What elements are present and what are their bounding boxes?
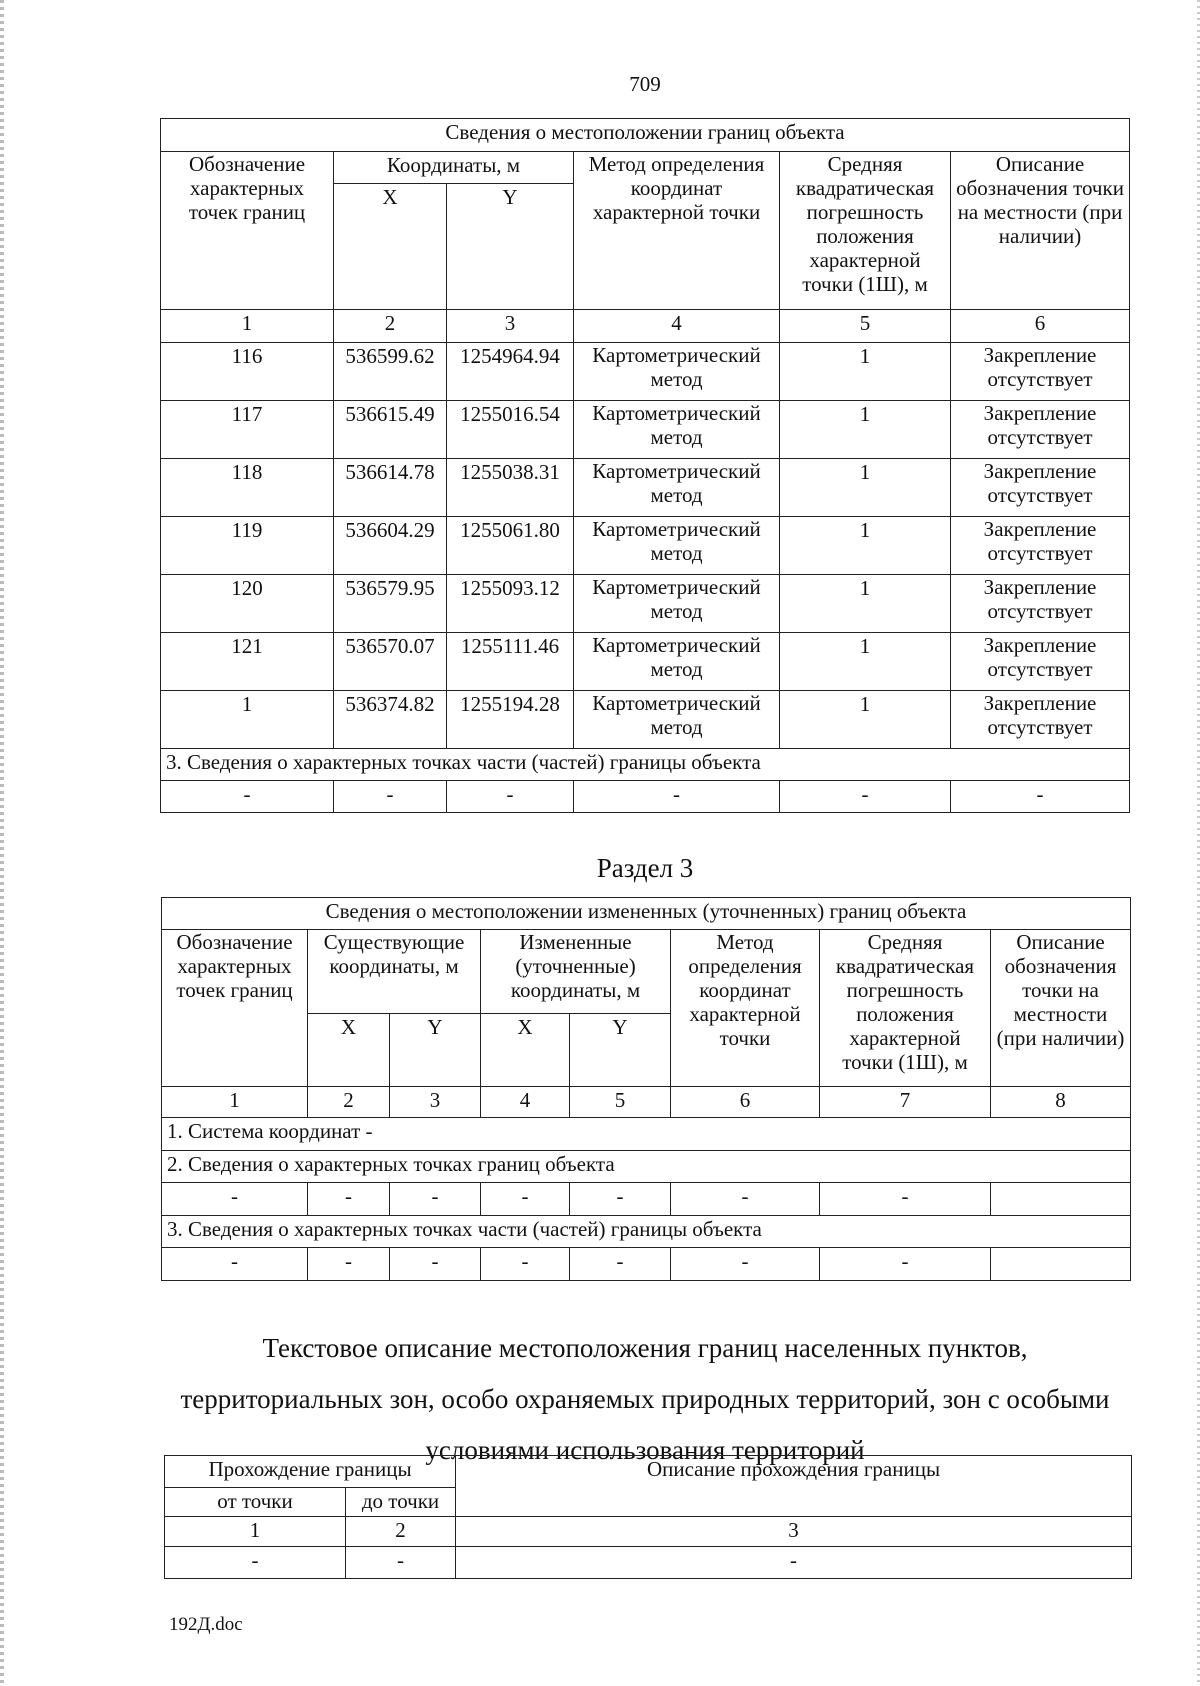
point-description: Закрепление отсутствует (951, 459, 1130, 517)
header-method: Метод определения координат характерной точки (671, 930, 820, 1087)
empty-cell: - (390, 1183, 481, 1216)
coord-x: 536579.95 (334, 575, 447, 633)
header-x: X (308, 1014, 390, 1087)
column-number: 3 (390, 1087, 481, 1118)
coord-x: 536604.29 (334, 517, 447, 575)
coord-y: 1254964.94 (447, 343, 574, 401)
part-section-label: 3. Сведения о характерных точках части (частей) границы объекта (161, 749, 1130, 781)
column-number: 7 (820, 1087, 991, 1118)
empty-cell: - (308, 1248, 390, 1281)
empty-cell: - (820, 1183, 991, 1216)
empty-cell: - (570, 1183, 671, 1216)
column-number: 1 (162, 1087, 308, 1118)
empty-cell: - (574, 781, 780, 813)
point-id: 121 (161, 633, 334, 691)
column-number: 5 (570, 1087, 671, 1118)
column-number: 3 (447, 310, 574, 343)
empty-cell: - (481, 1183, 570, 1216)
coord-y: 1255038.31 (447, 459, 574, 517)
table-row (161, 781, 1130, 813)
coord-y: 1255061.80 (447, 517, 574, 575)
header-point: Обозначение характерных точек границ (162, 930, 308, 1087)
empty-cell: - (780, 781, 951, 813)
header-point: Обозначение характерных точек границ (161, 152, 334, 310)
header-passage: Прохождение границы (165, 1456, 456, 1488)
error-value: 1 (780, 575, 951, 633)
empty-cell: - (456, 1547, 1132, 1579)
table-row (161, 343, 1130, 401)
method: Картометрический метод (574, 459, 780, 517)
table-row (161, 459, 1130, 517)
column-number: 1 (161, 310, 334, 343)
empty-cell: - (161, 781, 334, 813)
error-value: 1 (780, 633, 951, 691)
column-number: 2 (308, 1087, 390, 1118)
column-number: 6 (671, 1087, 820, 1118)
page-number: 709 (629, 72, 661, 96)
empty-cell: - (162, 1248, 308, 1281)
coord-x: 536599.62 (334, 343, 447, 401)
header-x: X (334, 184, 447, 310)
coord-x: 536570.07 (334, 633, 447, 691)
header-y: Y (390, 1014, 481, 1087)
table-row (161, 691, 1130, 749)
point-description: Закрепление отсутствует (951, 633, 1130, 691)
coord-x: 536614.78 (334, 459, 447, 517)
empty-cell: - (570, 1248, 671, 1281)
points-section-label: 2. Сведения о характерных точках границ объекта (162, 1151, 1131, 1183)
error-value: 1 (780, 459, 951, 517)
method: Картометрический метод (574, 401, 780, 459)
method: Картометрический метод (574, 633, 780, 691)
column-number: 3 (456, 1517, 1132, 1547)
point-description: Закрепление отсутствует (951, 575, 1130, 633)
table-row (162, 1248, 1131, 1281)
header-to-point: до точки (346, 1488, 456, 1517)
method: Картометрический метод (574, 517, 780, 575)
coord-y: 1255111.46 (447, 633, 574, 691)
section-heading: Раздел 3 (596, 853, 694, 883)
header-method: Метод определения координат характерной точки (574, 152, 780, 310)
header-error: Средняя квадратическая погрешность положения характерной точки (1Ш), м (780, 152, 951, 310)
table-row (161, 575, 1130, 633)
scan-edge-left (0, 0, 4, 1686)
coord-y: 1255093.12 (447, 575, 574, 633)
header-description: Описание обозначения точки на местности (при наличии) (951, 152, 1130, 310)
point-description: Закрепление отсутствует (951, 343, 1130, 401)
table-row (161, 517, 1130, 575)
header-existing-coordinates: Существующие координаты, м (308, 930, 481, 1014)
empty-cell (991, 1183, 1131, 1216)
part-section-label: 3. Сведения о характерных точках части (частей) границы объекта (162, 1216, 1131, 1248)
empty-cell: - (334, 781, 447, 813)
point-id: 119 (161, 517, 334, 575)
error-value: 1 (780, 343, 951, 401)
point-id: 116 (161, 343, 334, 401)
boundary-location-table (160, 118, 1130, 813)
column-number: 4 (481, 1087, 570, 1118)
empty-cell: - (165, 1547, 346, 1579)
table-title: Сведения о местоположении границ объекта (161, 119, 1130, 152)
header-y: Y (570, 1014, 671, 1087)
header-description: Описание обозначения точки на местности (при наличии) (991, 930, 1131, 1087)
method: Картометрический метод (574, 575, 780, 633)
empty-cell: - (346, 1547, 456, 1579)
column-number: 5 (780, 310, 951, 343)
empty-cell: - (951, 781, 1130, 813)
empty-cell: - (481, 1248, 570, 1281)
empty-cell: - (820, 1248, 991, 1281)
empty-cell: - (671, 1248, 820, 1281)
empty-cell: - (447, 781, 574, 813)
empty-cell: - (308, 1183, 390, 1216)
column-number: 4 (574, 310, 780, 343)
coord-x: 536374.82 (334, 691, 447, 749)
coord-x: 536615.49 (334, 401, 447, 459)
header-x: X (481, 1014, 570, 1087)
changed-boundaries-table (161, 897, 1131, 1281)
point-description: Закрепление отсутствует (951, 517, 1130, 575)
column-number: 1 (165, 1517, 346, 1547)
header-passage-description: Описание прохождения границы (456, 1456, 1132, 1517)
column-number: 6 (951, 310, 1130, 343)
table-row (165, 1547, 1132, 1579)
empty-cell: - (162, 1183, 308, 1216)
footer-filename: 192Д.doc (169, 1614, 243, 1635)
coordinate-system-label: 1. Система координат - (162, 1118, 1131, 1151)
table-row (162, 1183, 1131, 1216)
header-changed-coordinates: Измененные (уточненные) координаты, м (481, 930, 671, 1014)
empty-cell (991, 1248, 1131, 1281)
error-value: 1 (780, 401, 951, 459)
table-row (161, 633, 1130, 691)
method: Картометрический метод (574, 691, 780, 749)
table-title: Сведения о местоположении измененных (уточненных) границ объекта (162, 898, 1131, 930)
point-id: 120 (161, 575, 334, 633)
column-number: 2 (334, 310, 447, 343)
column-number: 2 (346, 1517, 456, 1547)
header-y: Y (447, 184, 574, 310)
table-row (161, 401, 1130, 459)
boundary-passage-table (164, 1455, 1132, 1579)
error-value: 1 (780, 691, 951, 749)
point-description: Закрепление отсутствует (951, 691, 1130, 749)
point-id: 1 (161, 691, 334, 749)
error-value: 1 (780, 517, 951, 575)
header-error: Средняя квадратическая погрешность положения характерной точки (1Ш), м (820, 930, 991, 1087)
text-description-heading: Текстовое описание местоположения границ населенных пунктов, территориальных зон, особо охраняемых природных территорий, зон с особыми условиями использования территорий (180, 1333, 1110, 1465)
header-from-point: от точки (165, 1488, 346, 1517)
coord-y: 1255016.54 (447, 401, 574, 459)
empty-cell: - (390, 1248, 481, 1281)
column-number: 8 (991, 1087, 1131, 1118)
empty-cell: - (671, 1183, 820, 1216)
point-id: 118 (161, 459, 334, 517)
method: Картометрический метод (574, 343, 780, 401)
point-id: 117 (161, 401, 334, 459)
point-description: Закрепление отсутствует (951, 401, 1130, 459)
header-coordinates: Координаты, м (334, 152, 574, 184)
coord-y: 1255194.28 (447, 691, 574, 749)
